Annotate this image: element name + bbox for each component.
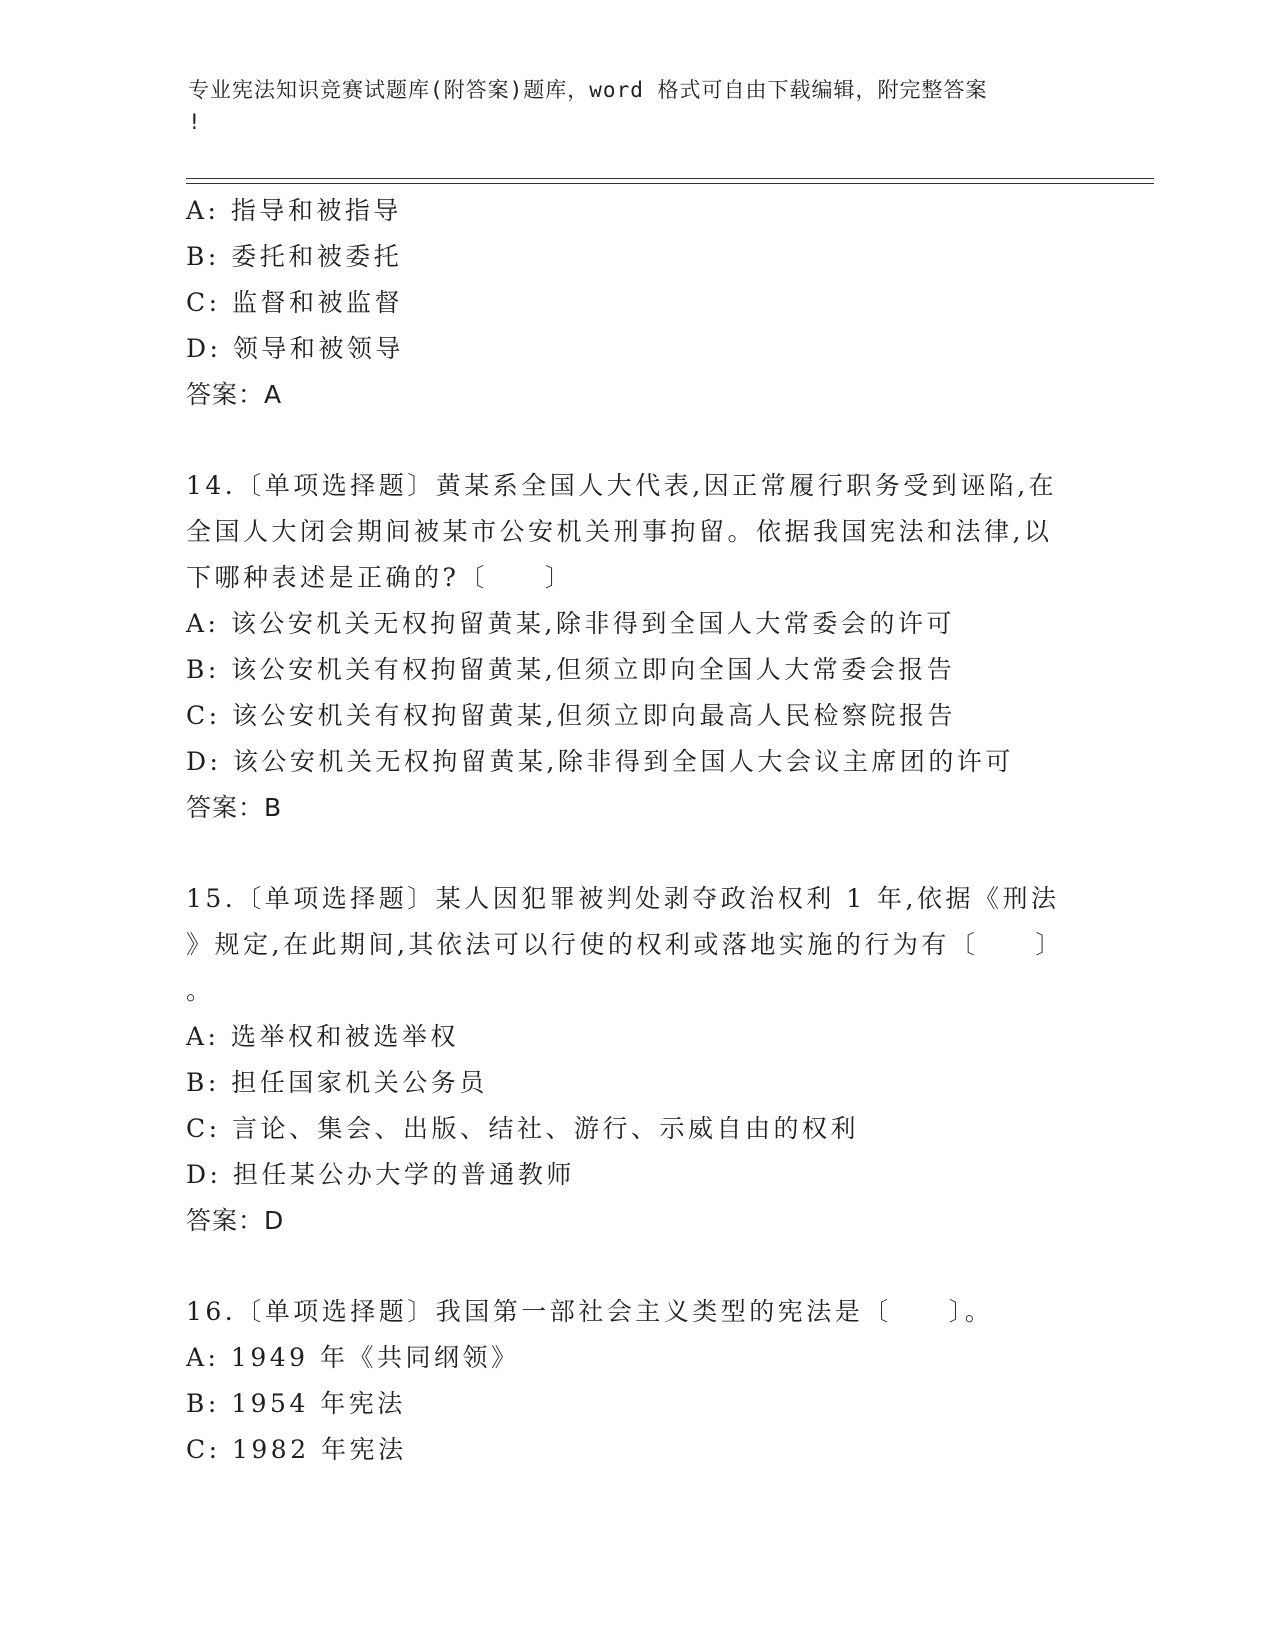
document-header <box>188 74 1088 138</box>
question-13 <box>186 188 1086 418</box>
answer: 答案：A <box>186 380 283 409</box>
answer: 答案：B <box>186 793 283 822</box>
question-stem: 15.〔单项选择题〕某人因犯罪被判处剥夺政治权利 1 年,依据《刑法 <box>186 884 1060 913</box>
option-d: D: 该公安机关无权拘留黄某,除非得到全国人大会议主席团的许可 <box>186 747 1014 776</box>
question-stem: 下哪种表述是正确的?〔 〕 <box>186 563 574 592</box>
header-title-continuation: ! <box>188 110 202 134</box>
question-stem: 。 <box>186 976 215 1005</box>
option-d: D: 担任某公办大学的普通教师 <box>186 1160 575 1189</box>
option-b: B: 委托和被委托 <box>186 242 403 271</box>
question-stem: 14.〔单项选择题〕黄某系全国人大代表,因正常履行职务受到诬陷,在 <box>186 471 1058 500</box>
question-stem: 16.〔单项选择题〕我国第一部社会主义类型的宪法是〔 〕。 <box>186 1297 994 1326</box>
question-16 <box>186 1289 1086 1473</box>
spacer <box>186 1244 1086 1289</box>
option-a: A: 指导和被指导 <box>186 196 402 225</box>
option-b: B: 该公安机关有权拘留黄某,但须立即向全国人大常委会报告 <box>186 655 956 684</box>
option-c: C: 1982 年宪法 <box>186 1435 407 1464</box>
option-c: C: 监督和被监督 <box>186 288 403 317</box>
question-15 <box>186 876 1086 1244</box>
option-a: A: 该公安机关无权拘留黄某,除非得到全国人大常委会的许可 <box>186 609 955 638</box>
option-c: C: 该公安机关有权拘留黄某,但须立即向最高人民检察院报告 <box>186 701 956 730</box>
option-c: C: 言论、集会、出版、结社、游行、示威自由的权利 <box>186 1114 860 1143</box>
option-a: A: 1949 年《共同纲领》 <box>186 1343 520 1372</box>
header-title: 专业宪法知识竞赛试题库(附答案)题库，word 格式可自由下载编辑，附完整答案 <box>188 78 988 102</box>
spacer <box>186 418 1086 463</box>
question-stem: 全国人大闭会期间被某市公安机关刑事拘留。依据我国宪法和法律,以 <box>186 517 1053 546</box>
option-a: A: 选举权和被选举权 <box>186 1022 459 1051</box>
question-14 <box>186 463 1086 831</box>
option-b: B: 担任国家机关公务员 <box>186 1068 488 1097</box>
option-b: B: 1954 年宪法 <box>186 1389 406 1418</box>
question-list <box>186 188 1086 1473</box>
header-divider-bottom <box>186 183 1154 184</box>
answer: 答案：D <box>186 1206 285 1235</box>
header-divider-top <box>186 178 1154 179</box>
spacer <box>186 831 1086 876</box>
option-d: D: 领导和被领导 <box>186 334 404 363</box>
question-stem: 》规定,在此期间,其依法可以行使的权利或落地实施的行为有〔 〕 <box>186 930 1064 959</box>
